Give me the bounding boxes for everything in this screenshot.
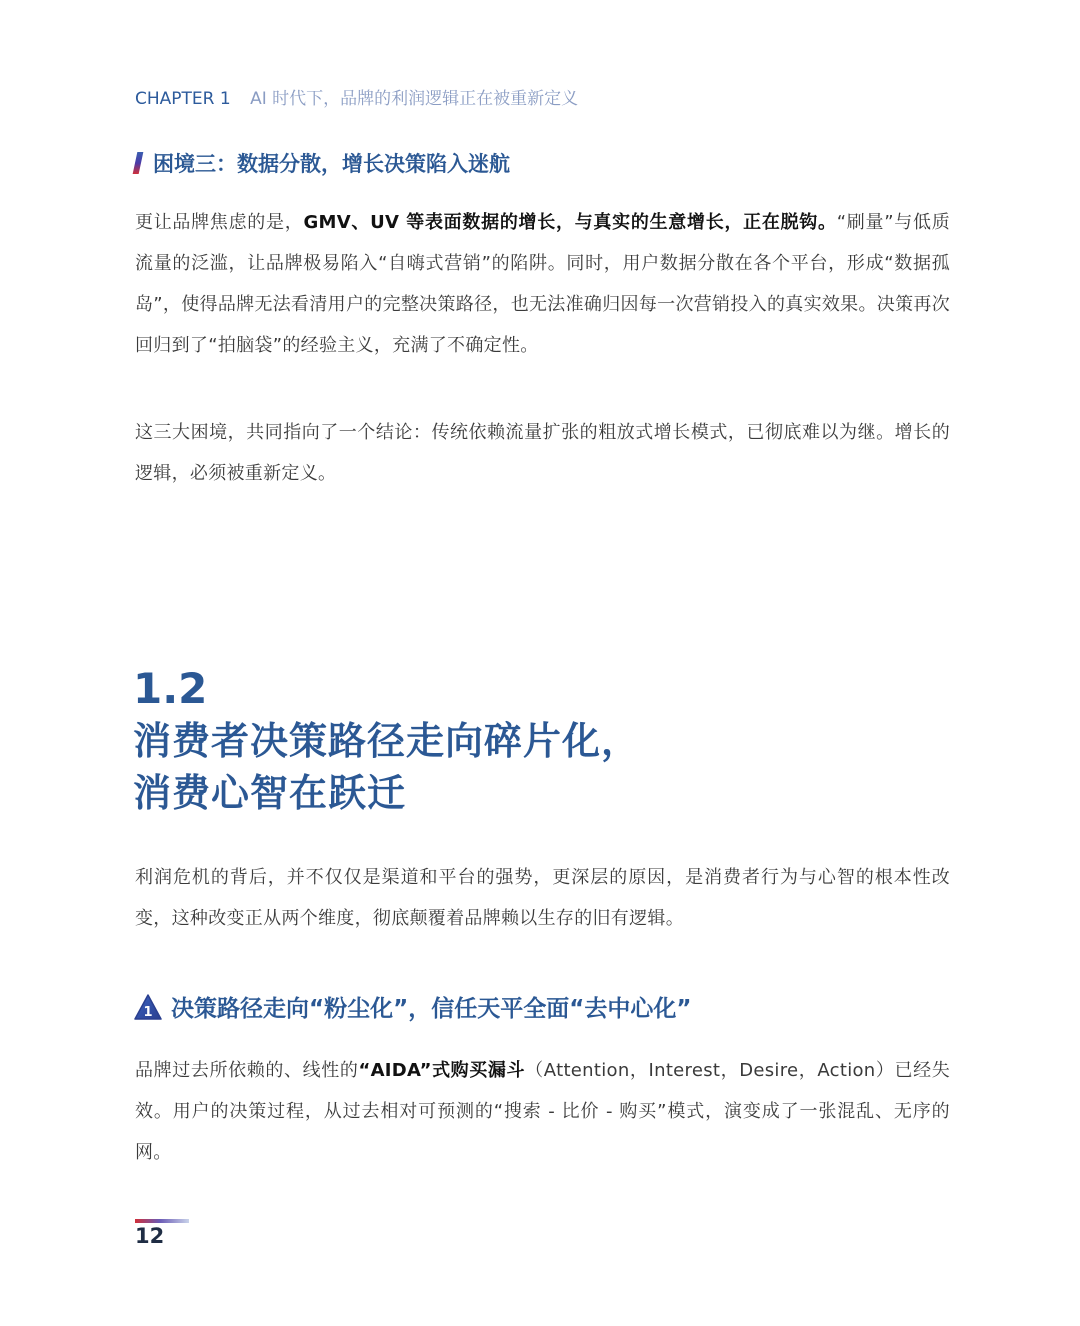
footer-accent-bar (135, 1219, 189, 1223)
section-title-line1: 消费者决策路径走向碎片化， (133, 719, 641, 763)
section-heading (133, 663, 640, 819)
subheading-decision-path (133, 990, 691, 1023)
paragraph-data-decoupling (135, 202, 950, 366)
paragraph-bold-text: GMV、UV 等表面数据的增长，与真实的生意增长，正在脱钩。 (303, 212, 837, 233)
section-title-line2: 消费心智在跃迁 (133, 771, 407, 815)
chapter-subtitle: AI 时代下，品牌的利润逻辑正在被重新定义 (250, 89, 579, 109)
paragraph-profit-crisis: 利润危机的背后，并不仅仅是渠道和平台的强势，更深层的原因，是消费者行为与心智的根本性改变，这种改变正从两个维度，彻底颠覆着品牌赖以生存的旧有逻辑。 (135, 867, 950, 929)
paragraph-text: “刷量”与低质流量的泛滥，让品牌极易陷入“自嗨式营销”的陷阱。同时，用户数据分散在各个平台，形成“数据孤岛”，使得品牌无法看清用户的完整决策路径，也无法准确归因每一次营销投入的真实效果。决策再次回归到了“拍脑袋”的经验主义，充满了不确定性。 (135, 212, 951, 356)
paragraph-text: （Attention，Interest，Desire，Action）已经失效。用户的决策过程，从过去相对可预测的“搜索 - 比价 - 购买”模式，演变成了一张混乱、无序的网。 (135, 1060, 950, 1163)
section-number: 1.2 (133, 664, 208, 713)
paragraph-text: 更让品牌焦虑的是， (135, 212, 304, 233)
triangle-number-icon (133, 993, 163, 1021)
paragraph-bold-text: “AIDA”式购买漏斗 (358, 1060, 526, 1081)
page-number: 12 (135, 1224, 165, 1248)
running-header (135, 84, 578, 109)
paragraph-conclusion: 这三大困境，共同指向了一个结论：传统依赖流量扩张的粗放式增长模式，已彻底难以为继。增长的逻辑，必须被重新定义。 (135, 422, 950, 484)
subheading-text: 决策路径走向“粉尘化”，信任天平全面“去中心化” (171, 996, 692, 1022)
paragraph-text: 品牌过去所依赖的、线性的 (135, 1060, 359, 1081)
subheading-dilemma-three (135, 148, 510, 178)
chapter-label: CHAPTER 1 (135, 89, 231, 109)
subheading-text: 困境三：数据分散，增长决策陷入迷航 (153, 152, 510, 176)
paragraph-aida-funnel (135, 1050, 950, 1173)
triangle-badge-number: 1 (143, 1004, 153, 1020)
slash-accent-icon (133, 152, 144, 174)
